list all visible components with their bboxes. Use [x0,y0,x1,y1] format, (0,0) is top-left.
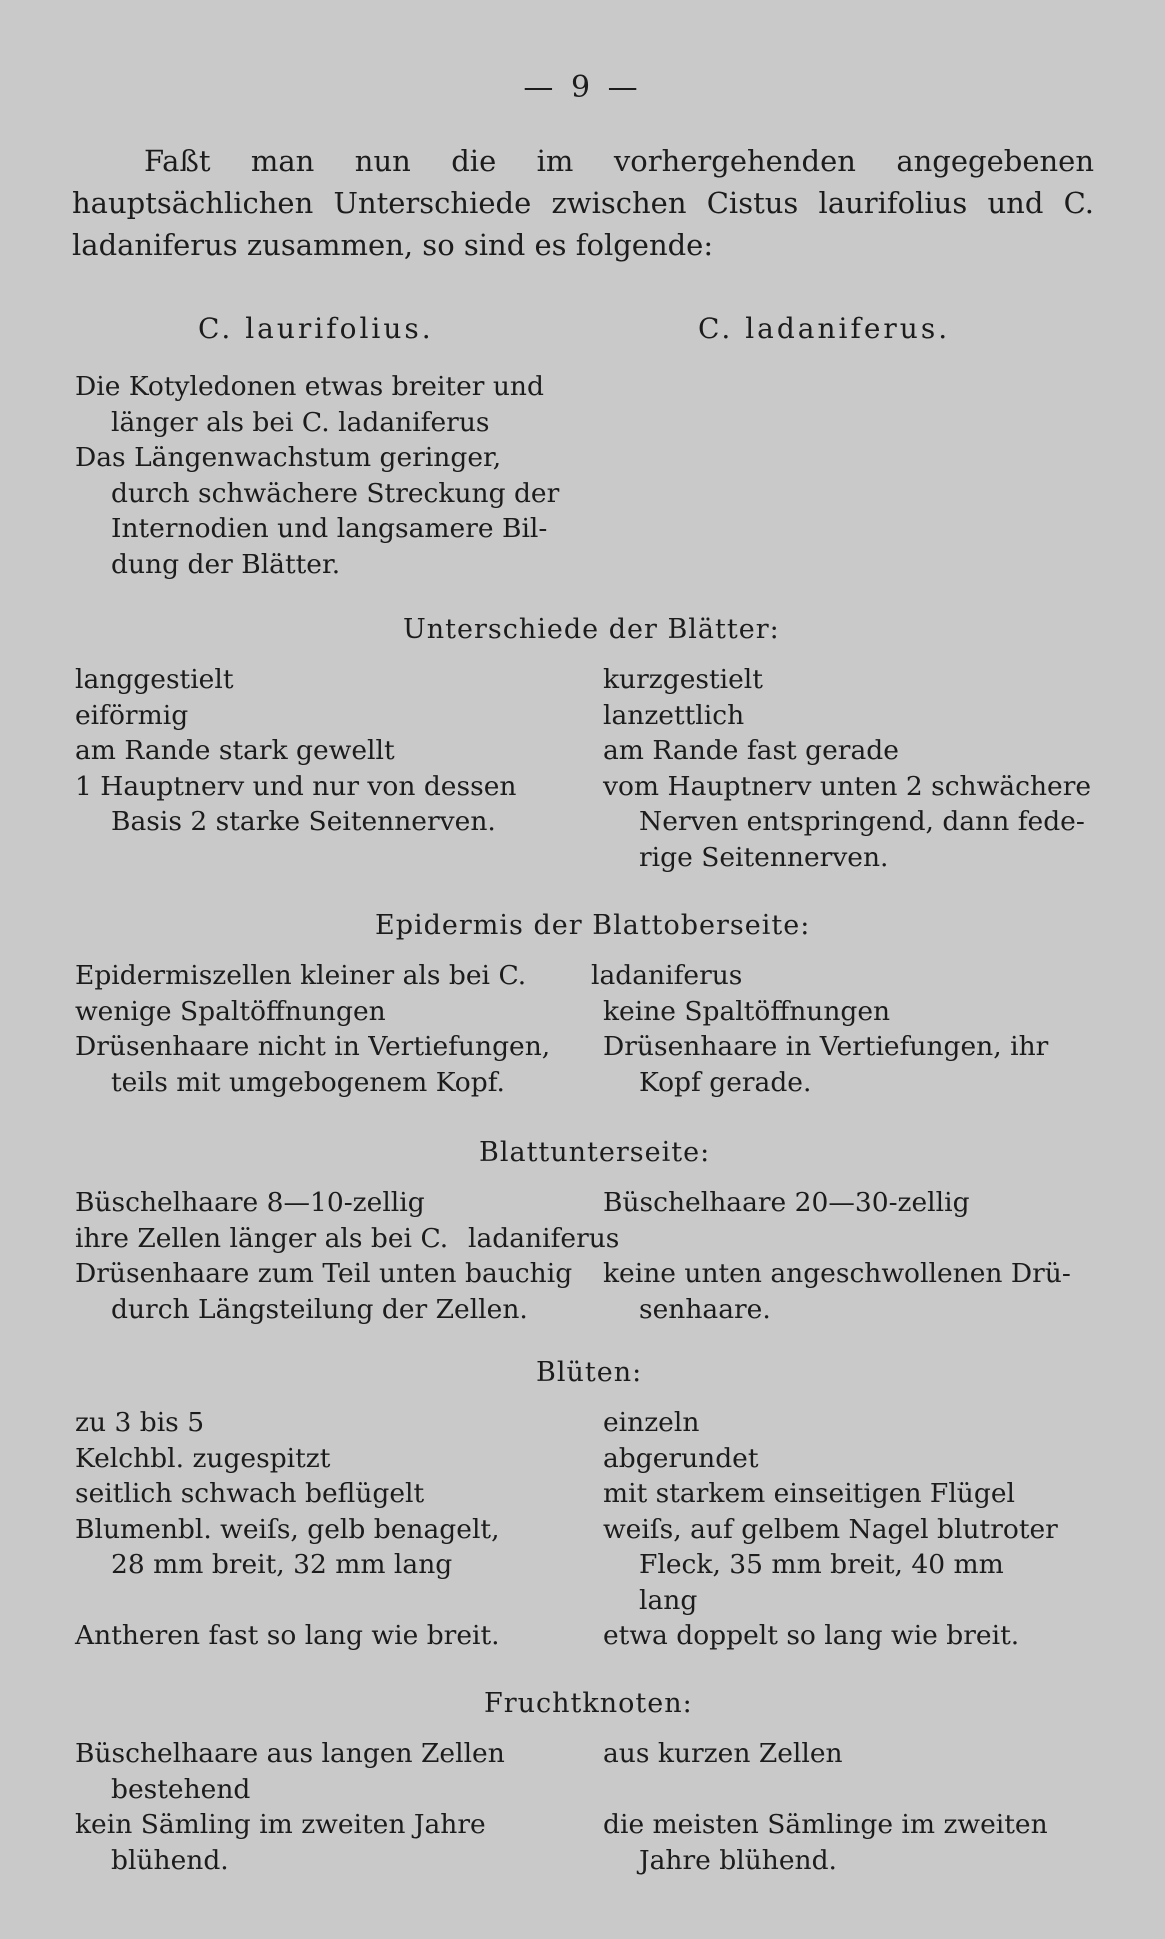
text-line: etwa doppelt so lang wie breit. [603,1620,1020,1651]
text-line: Drüsenhaare zum Teil unten bauchig [75,1258,573,1289]
text-line: Die Kotyledonen etwas breiter und [75,371,544,402]
text-line: kein Sämling im zweiten Jahre [75,1809,486,1840]
fruchtknoten-right-column [603,1736,1093,1878]
text-line: kurzgestielt [603,664,763,695]
text-line: blühend. [111,1844,229,1876]
text-line: Epidermiszellen kleiner als bei C. [75,960,527,991]
text-line: Büschelhaare 20—30-zellig [603,1187,970,1218]
section-heading-blueten: Blüten: [536,1357,643,1388]
section-heading-blattunterseite: Blattunterseite: [479,1137,711,1168]
text-line: die meisten Sämlinge im zweiten [603,1809,1048,1840]
page-number: — 9 — [523,70,642,105]
epidermis-left-column [75,958,575,1100]
epidermis-right-column [591,958,1093,1100]
text-line: rige Seitennerven. [639,841,889,873]
section-heading-epidermis: Epidermis der Blattoberseite: [375,910,811,941]
text-line: durch Längsteilung der Zellen. [111,1293,528,1325]
text-line: am Rande fast gerade [603,735,899,766]
text-line: senhaare. [639,1293,771,1325]
text-line [603,1772,1093,1808]
text-line: Kopf gerade. [639,1066,812,1098]
text-line: ihre Zellen länger als bei C. [75,1222,449,1254]
text-line: einzeln [603,1407,700,1438]
blueten-left-column [75,1405,575,1654]
text-line: Büschelhaare 8—10-zellig [75,1187,425,1218]
text-line: Jahre blühend. [639,1844,837,1876]
text-line: 28 mm breit, 32 mm lang [111,1549,453,1580]
text-line: Kelchbl. zugespitzt [75,1442,331,1474]
text-line: durch schwächere Streckung der [111,477,560,509]
fruchtknoten-left-column [75,1736,575,1878]
text-line: lang [639,1584,698,1616]
section-heading-blaetter: Unterschiede der Blätter: [403,614,780,645]
text-line: Internodien und langsamere Bil- [111,513,548,544]
text-line: Drüsenhaare in Vertiefungen, ihr [603,1031,1049,1062]
text-line: zu 3 bis 5 [75,1407,205,1438]
text-line: bestehend [111,1773,251,1805]
text-line: ladaniferus [591,960,743,991]
blattunterseite-right-column [468,1185,1093,1327]
text-line: länger als bei C. ladaniferus [111,406,490,438]
blaetter-left-column [75,662,575,840]
text-line: keine unten angeschwollenen Drü- [603,1258,1071,1289]
column-heading-ladaniferus: C. ladaniferus. [698,312,951,345]
text-line: langgestielt [75,664,234,695]
text-line: seitlich schwach beflügelt [75,1478,425,1509]
text-line: Das Längenwachstum geringer, [75,442,502,473]
text-line: ladaniferus [468,1222,620,1254]
text-line: Antheren fast so lang wie breit. [75,1620,500,1651]
text-line: Basis 2 starke Seitennerven. [111,806,496,837]
text-line: aus kurzen Zellen [603,1738,843,1769]
text-line: abgerundet [603,1442,759,1474]
column-heading-laurifolius: C. laurifolius. [198,312,434,345]
text-line: Drüsenhaare nicht in Vertiefungen, [75,1031,551,1062]
blattunterseite-left-column [75,1185,575,1327]
text-line: Blumenbl. weiſs, gelb benagelt, [75,1513,500,1545]
intro-text: Faßt man nun die im vorhergehenden angegebenen hauptsächlichen Unterschiede zwischen Cistus laurifolius und C. ladaniferus zusammen, so sind es folgende: [72,144,1094,262]
text-line: 1 Hauptnerv und nur von dessen [75,770,517,802]
text-line: Büschelhaare aus langen Zellen [75,1738,505,1769]
text-line: keine Spaltöffnungen [603,995,891,1027]
text-line: Nerven entspringend, dann fede- [639,806,1085,837]
text-line: teils mit umgebogenem Kopf. [111,1066,505,1098]
text-line: vom Hauptnerv unten 2 schwächere [603,770,1092,802]
text-line: dung der Blätter. [111,548,341,580]
text-line: am Rande stark gewellt [75,735,395,766]
text-line: mit starkem einseitigen Flügel [603,1478,1015,1509]
text-line: weiſs, auf gelbem Nagel blutroter [603,1513,1058,1545]
section-heading-fruchtknoten: Fruchtknoten: [484,1688,693,1719]
text-line [75,1583,575,1619]
blueten-right-column [603,1405,1093,1654]
blaetter-right-column [603,662,1093,875]
intro-paragraph [72,140,1094,266]
text-line: lanzettlich [603,699,745,731]
text-line: eiförmig [75,699,189,731]
seedling-left-column [75,369,575,582]
text-line: Fleck, 35 mm breit, 40 mm [639,1549,1004,1580]
text-line: wenige Spaltöffnungen [75,995,386,1027]
